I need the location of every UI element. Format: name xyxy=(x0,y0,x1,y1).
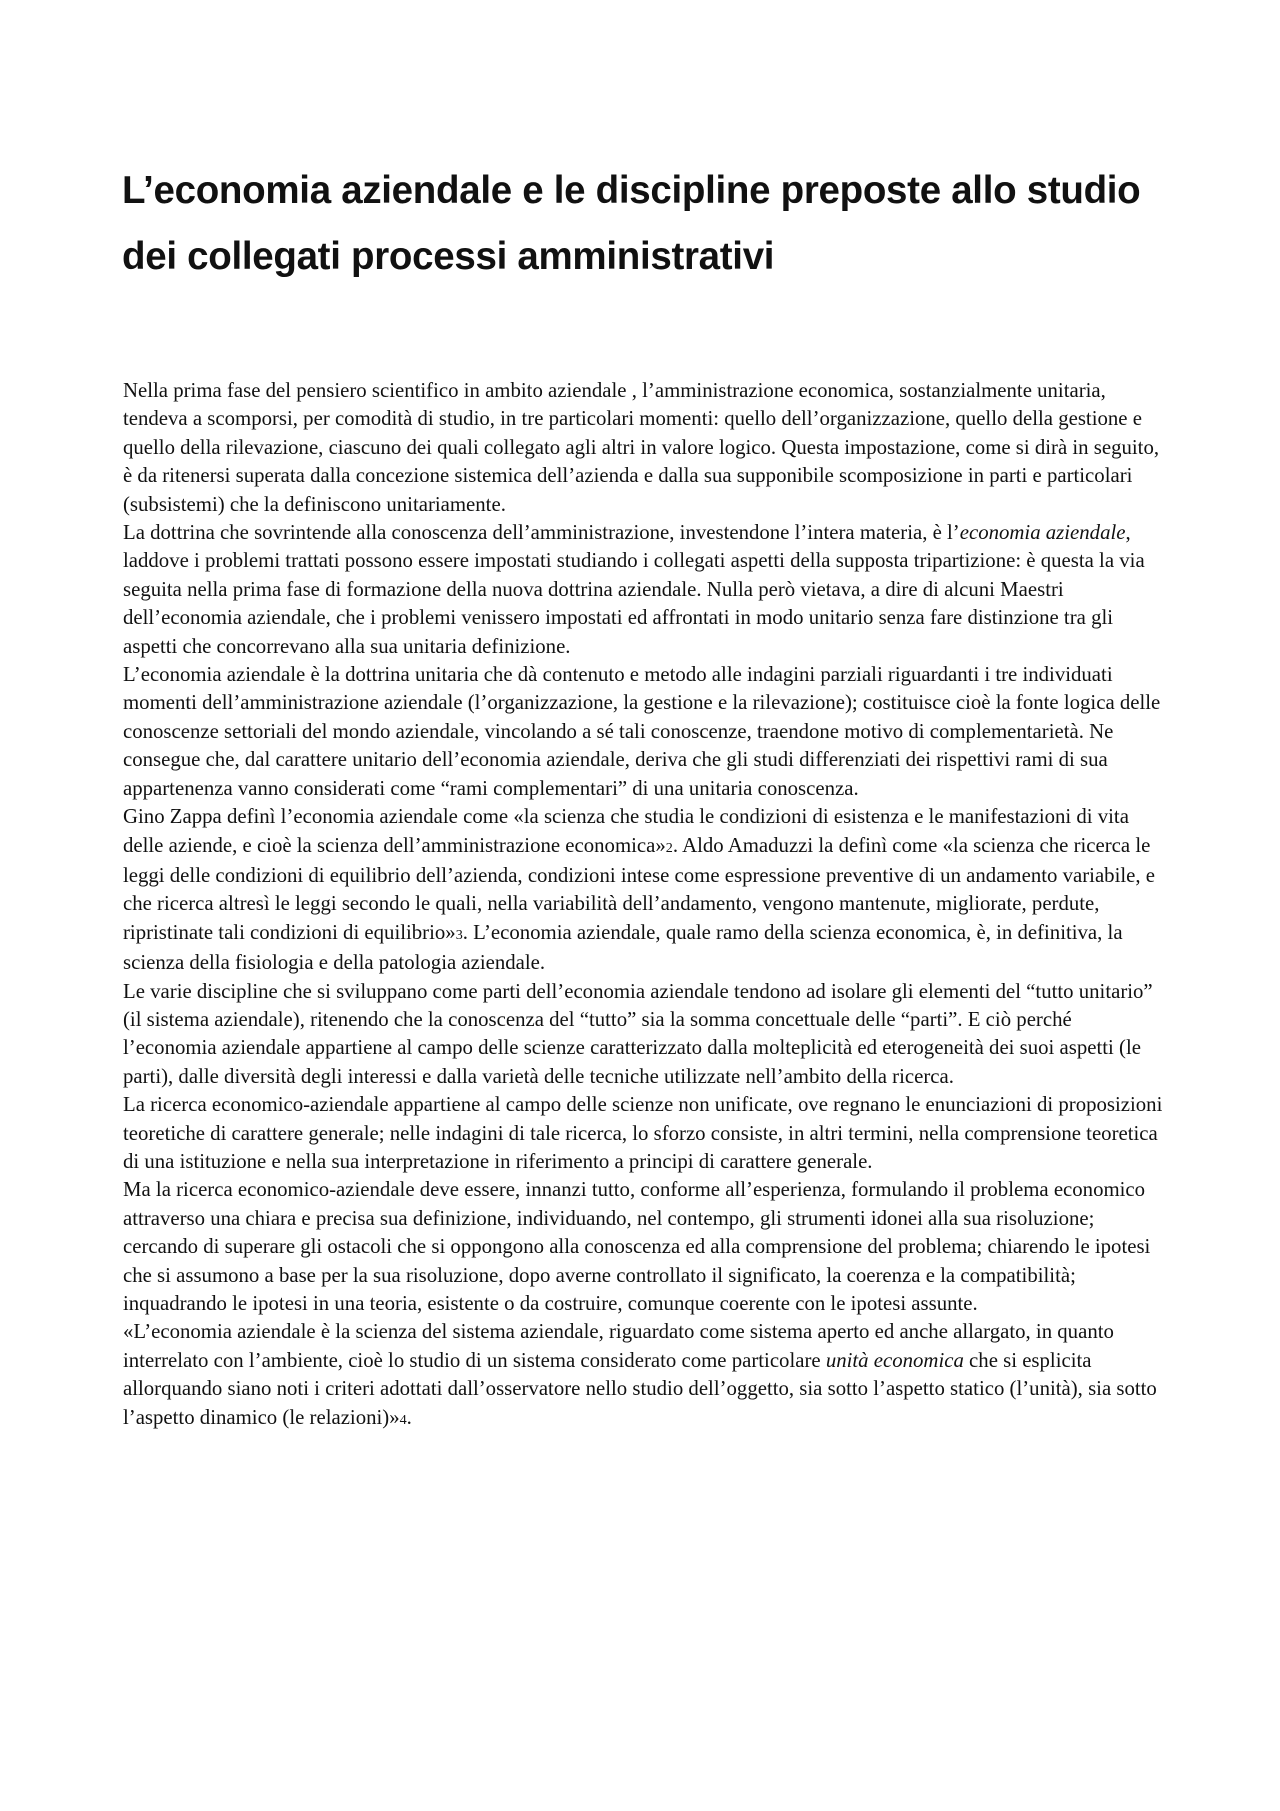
paragraph-5: Le varie discipline che si sviluppano come parti dell’economia aziendale tendono ad isolare gli elementi del “tutto unitario” (il sistema aziendale), ritenendo che la conoscenza del “tutto” sia la somma concettuale delle “parti”. E ciò perché l’economia aziendale appartiene al campo delle scienze caratterizzato dalla molteplicità ed eterogeneità dei suoi aspetti (le parti), dalle diversità degli interessi e dalla varietà delle tecniche utilizzate nell’ambito della ricerca. xyxy=(123,979,1153,1088)
document-title: L’economia aziendale e le discipline preposte allo studio dei collegati processi amministrativi xyxy=(122,169,1141,278)
paragraph-4 xyxy=(123,803,1168,977)
footnote-ref-3: 3 xyxy=(455,926,463,943)
paragraph-8-text-a: «L’economia aziendale è la scienza del sistema aziendale, riguardato come sistema aperto ed anche allargato, in quanto interrelato con l’ambiente, cioè lo studio di un sistema considerato come particolare xyxy=(123,1320,1114,1372)
paragraph-3: L’economia aziendale è la dottrina unitaria che dà contenuto e metodo alle indagini parziali riguardanti i tre individuati momenti dell’amministrazione aziendale (l’organizzazione, la gestione e la rilevazione); costituisce cioè la fonte logica delle conoscenze settoriali del mondo aziendale, vincolando a sé tali conoscenze, traendone motivo di complementarietà. Ne consegue che, dal carattere unitario dell’economia aziendale, deriva che gli studi differenziati dei rispettivi rami di sua appartenenza vanno considerati come “rami complementari” di una unitaria conoscenza. xyxy=(123,663,1161,800)
paragraph-4-text-a: Gino Zappa definì l’economia aziendale come «la scienza che studia le condizioni di esistenza e le manifestazioni di vita delle aziende, e cioè la scienza dell’amministrazione economica» xyxy=(123,805,1129,857)
footnote-ref-4: 4 xyxy=(399,1411,407,1428)
paragraph-4-text-c: . L’economia aziendale, quale ramo della scienza economica, è, in definitiva, la scienza della fisiologia e della patologia aziendale. xyxy=(123,920,1123,975)
paragraph-8 xyxy=(123,1318,1168,1434)
paragraph-2-emphasis: economia aziendale xyxy=(959,521,1126,545)
paragraph-8-text-c: . xyxy=(406,1405,412,1429)
paragraph-7: Ma la ricerca economico-aziendale deve essere, innanzi tutto, conforme all’esperienza, formulando il problema economico attraverso una chiara e precisa sua definizione, individuando, nel contempo, gli strumenti idonei alla sua risoluzione; cercando di superare gli ostacoli che si oppongono alla conoscenza ed alla comprensione del problema; chiarendo le ipotesi che si assumono a base per la sua risoluzione, dopo averne controllato il significato, la coerenza e la compatibilità; inquadrando le ipotesi in una teoria, esistente o da costruire, comunque coerente con le ipotesi assunte. xyxy=(123,1178,1151,1315)
paragraph-4-text-b: . Aldo Amaduzzi la definì come «la scienza che ricerca le leggi delle condizioni di equilibrio dell’azienda, condizioni intese come espressione preventive di un andamento variabile, e che ricerca altresì le leggi secondo le quali, nella variabilità dell’andamento, vengono mantenute, migliorate, perdute, ripristinate tali condizioni di equilibrio» xyxy=(123,833,1155,944)
paragraph-6: La ricerca economico-aziendale appartiene al campo delle scienze non unificate, ove regnano le enunciazioni di proposizioni teoretiche di carattere generale; nelle indagini di tale ricerca, lo sforzo consiste, in altri termini, nella comprensione teoretica di una istituzione e nella sua interpretazione in riferimento a principi di carattere generale. xyxy=(123,1093,1163,1173)
paragraph-2-text-b: , laddove i problemi trattati possono essere impostati studiando i collegati aspetti della supposta tripartizione: è questa la via seguita nella prima fase di formazione della nuova dottrina aziendale. Nulla però vietava, a dire di alcuni Maestri dell’economia aziendale, che i problemi venissero impostati ed affrontati in modo unitario senza fare distinzione tra gli aspetti che concorrevano alla sua unitaria definizione. xyxy=(123,521,1145,658)
footnote-ref-2: 2 xyxy=(665,839,673,856)
paragraph-2-text-a: La dottrina che sovrintende alla conoscenza dell’amministrazione, investendone l’intera materia, è l’ xyxy=(123,521,960,545)
paragraph-1: Nella prima fase del pensiero scientifico in ambito aziendale , l’amministrazione economica, sostanzialmente unitaria, tendeva a scomporsi, per comodità di studio, in tre particolari momenti: quello dell’organizzazione, quello della gestione e quello della rilevazione, ciascuno dei quali collegato agli altri in valore logico. Questa impostazione, come si dirà in seguito, è da ritenersi superata dalla concezione sistemica dell’azienda e dalla sua supponibile scomposizione in parti e particolari (subsistemi) che la definiscono unitariamente. xyxy=(123,379,1160,516)
paragraph-8-emphasis: unità economica xyxy=(825,1348,964,1372)
paragraph-8-text-b: che si esplicita allorquando siano noti i criteri adottati dall’osservatore nello studio dell’oggetto, sia sotto l’aspetto statico (l’unità), sia sotto l’aspetto dinamico (le relazioni)» xyxy=(123,1348,1157,1429)
document-body xyxy=(123,377,1168,1434)
paragraph-2 xyxy=(123,519,1168,661)
